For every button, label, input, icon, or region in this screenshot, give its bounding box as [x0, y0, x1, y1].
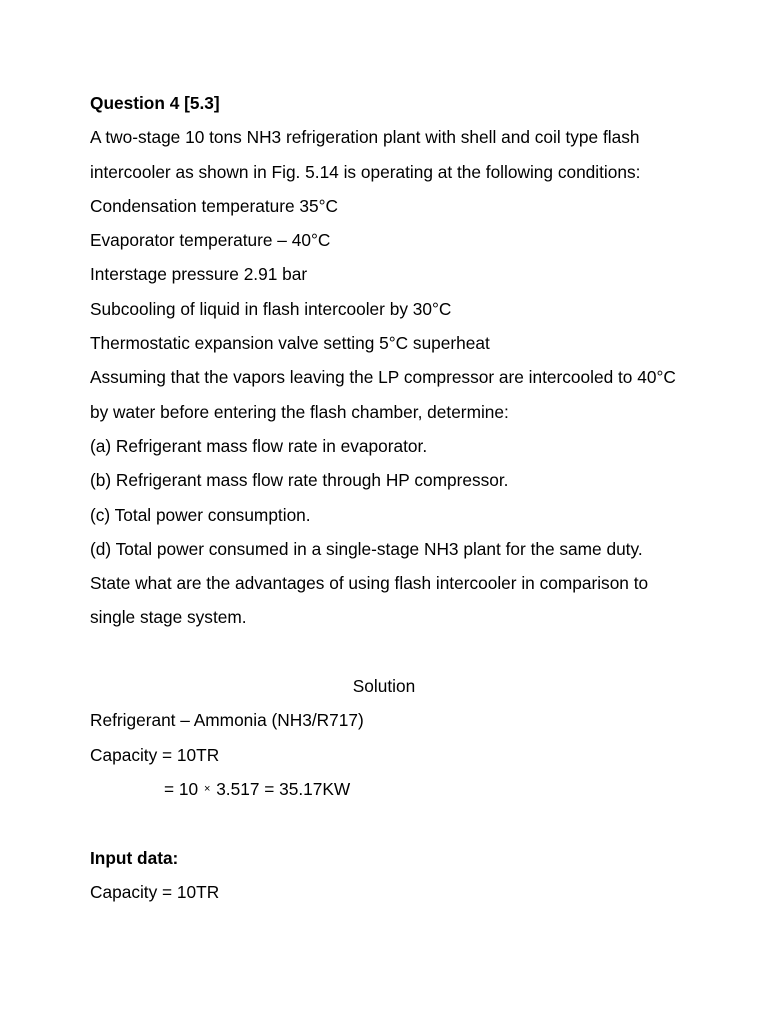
part-c: (c) Total power consumption.	[90, 504, 311, 525]
multiply-symbol: ×	[203, 782, 211, 795]
calc-left: = 10	[164, 778, 199, 799]
input-capacity-line: Capacity = 10TR	[90, 881, 220, 902]
solution-heading: Solution	[352, 676, 416, 697]
advantages-line-2: single stage system.	[90, 607, 247, 628]
question-title: Question 4 [5.3]	[90, 93, 220, 113]
document-page	[90, 92, 680, 915]
determine-line: by water before entering the flash chamber, determine:	[90, 401, 509, 422]
spacer	[90, 812, 680, 835]
advantages-line-1: State what are the advantages of using flash intercooler in comparison to	[90, 573, 649, 594]
condition-expansion-valve: Thermostatic expansion valve setting 5°C superheat	[90, 333, 490, 354]
part-d: (d) Total power consumed in a single-stage NH3 plant for the same duty.	[90, 538, 643, 559]
condition-evaporator: Evaporator temperature – 40°C	[90, 230, 331, 251]
calc-right: 3.517 = 35.17KW	[216, 778, 351, 799]
refrigerant-line: Refrigerant – Ammonia (NH3/R717)	[90, 710, 364, 731]
assumption-line: Assuming that the vapors leaving the LP compressor are intercooled to 40°C	[90, 367, 676, 388]
capacity-calculation	[90, 778, 680, 801]
problem-line-2: intercooler as shown in Fig. 5.14 is operating at the following conditions:	[90, 161, 641, 182]
condition-interstage: Interstage pressure 2.91 bar	[90, 264, 308, 285]
capacity-line: Capacity = 10TR	[90, 744, 220, 765]
condition-subcooling: Subcooling of liquid in flash intercooler by 30°C	[90, 298, 452, 319]
input-data-heading: Input data:	[90, 847, 179, 868]
part-a: (a) Refrigerant mass flow rate in evaporator.	[90, 435, 428, 456]
problem-line-1: A two-stage 10 tons NH3 refrigeration plant with shell and coil type flash	[90, 127, 640, 148]
spacer	[90, 641, 680, 664]
part-b: (b) Refrigerant mass flow rate through HP compressor.	[90, 470, 509, 491]
condition-condensation: Condensation temperature 35°C	[90, 195, 339, 216]
